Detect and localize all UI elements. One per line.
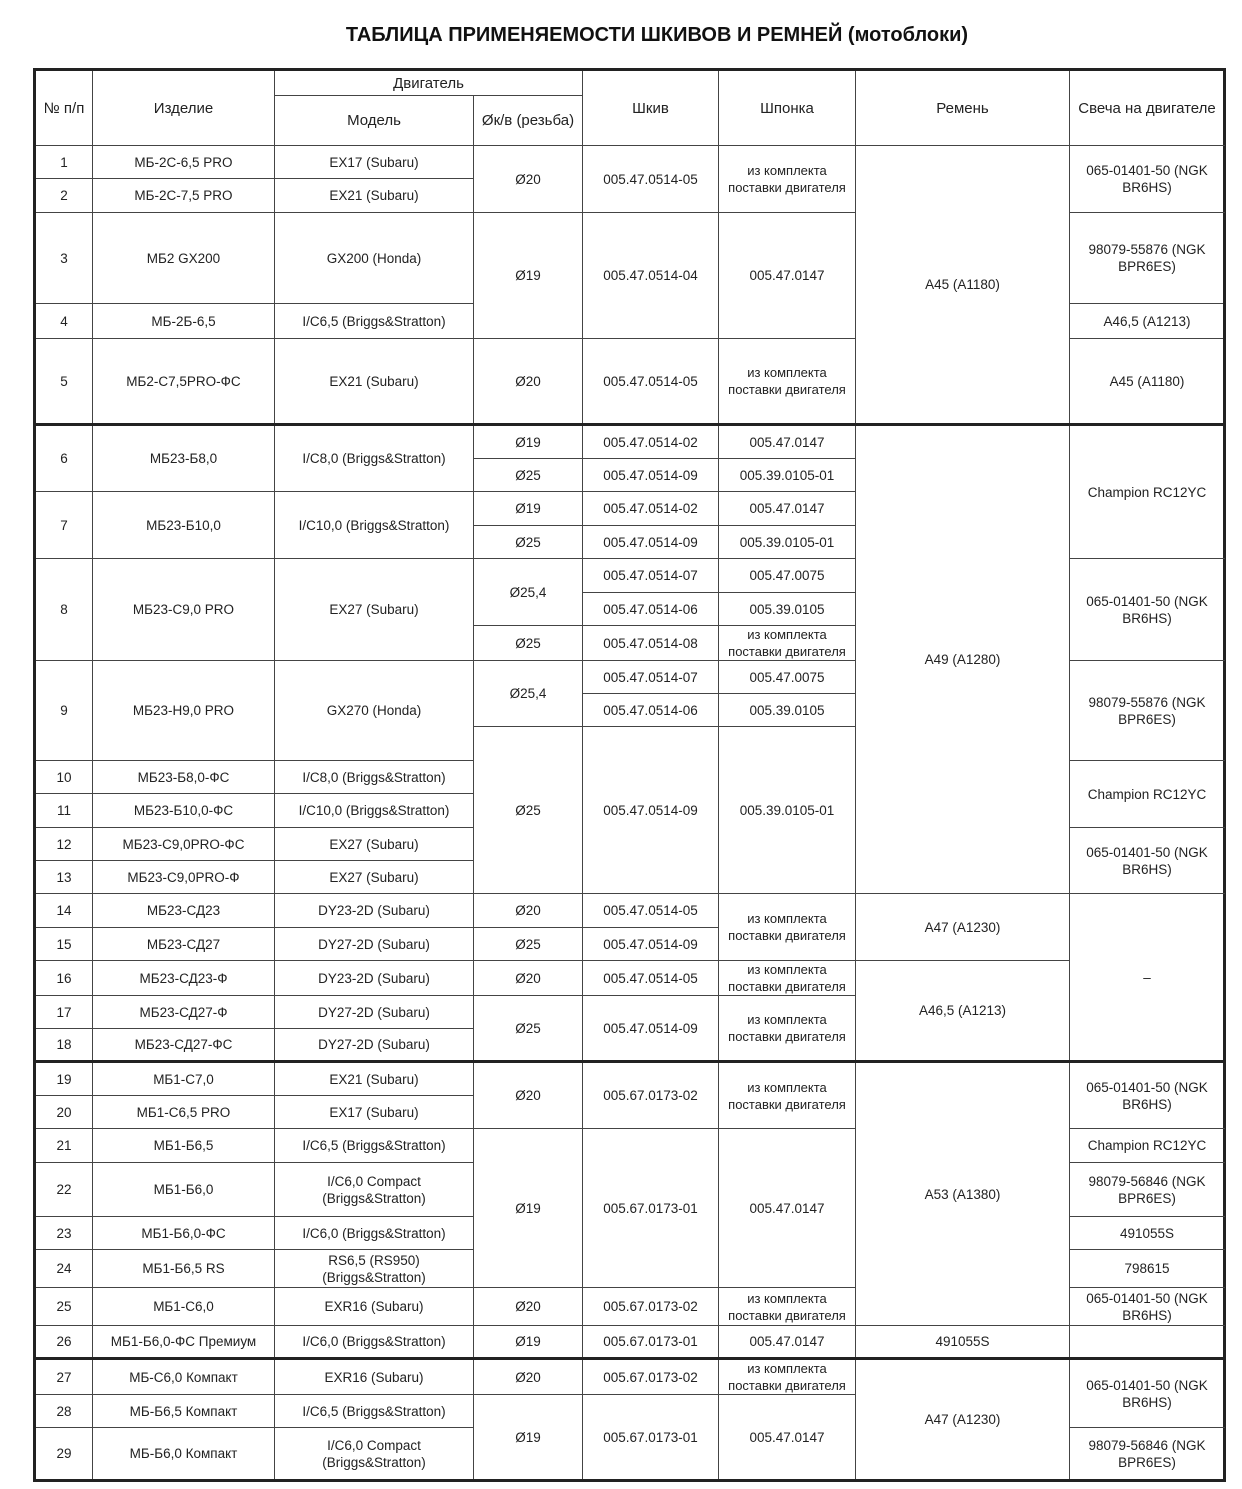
table-cell: – xyxy=(1070,894,1225,1062)
table-cell: A45 (A1180) xyxy=(1070,339,1225,425)
table-cell: 005.47.0514-05 xyxy=(583,894,719,928)
table-cell: EX21 (Subaru) xyxy=(275,179,474,213)
table-cell: 005.47.0514-09 xyxy=(583,459,719,492)
table-cell: МБ2-С7,5PRO-ФС xyxy=(93,339,275,425)
table-cell: 005.47.0514-09 xyxy=(583,526,719,559)
table-cell: Ø25 xyxy=(474,928,583,961)
table-cell: 005.47.0514-05 xyxy=(583,146,719,213)
table-cell: МБ1-С6,5 PRO xyxy=(93,1096,275,1129)
table-row xyxy=(35,1359,1225,1395)
applicability-table xyxy=(33,68,1226,1482)
table-cell: A45 (A1180) xyxy=(856,146,1070,425)
table-cell: Ø20 xyxy=(474,1288,583,1326)
table-cell: МБ-2Б-6,5 xyxy=(93,304,275,339)
table-cell: из комплекта поставки двигателя xyxy=(719,339,856,425)
header-plug: Свеча на двигателе xyxy=(1070,70,1225,146)
table-cell: Champion RC12YC xyxy=(1070,425,1225,559)
table-cell: МБ23-С9,0PRO-Ф xyxy=(93,861,275,894)
table-cell: I/C6,5 (Briggs&Stratton) xyxy=(275,1129,474,1163)
table-cell: 24 xyxy=(35,1250,93,1288)
table-cell: EX27 (Subaru) xyxy=(275,861,474,894)
table-cell: МБ1-С6,0 xyxy=(93,1288,275,1326)
table-cell: 065-01401-50 (NGK BR6HS) xyxy=(1070,559,1225,661)
table-cell: EX21 (Subaru) xyxy=(275,1062,474,1096)
table-cell: Ø20 xyxy=(474,1062,583,1129)
table-cell: 8 xyxy=(35,559,93,661)
table-cell: 005.47.0075 xyxy=(719,559,856,593)
table-cell: 005.47.0514-09 xyxy=(583,996,719,1062)
table-cell: 005.39.0105-01 xyxy=(719,526,856,559)
table-row xyxy=(35,1326,1225,1359)
table-cell: 98079-55876 (NGK BPR6ES) xyxy=(1070,661,1225,761)
table-cell: 3 xyxy=(35,213,93,304)
table-cell: МБ-2С-7,5 PRO xyxy=(93,179,275,213)
table-cell: 23 xyxy=(35,1217,93,1250)
table-cell: 18 xyxy=(35,1029,93,1062)
table-cell: Ø19 xyxy=(474,213,583,339)
table-cell: 16 xyxy=(35,961,93,996)
table-cell: 28 xyxy=(35,1395,93,1428)
table-cell: МБ23-СД23 xyxy=(93,894,275,928)
table-header xyxy=(35,70,1225,146)
table-cell: МБ23-Б8,0 xyxy=(93,425,275,492)
table-cell: 12 xyxy=(35,828,93,861)
header-pulley: Шкив xyxy=(583,70,719,146)
table-cell: Ø25 xyxy=(474,996,583,1062)
table-cell: МБ23-СД27 xyxy=(93,928,275,961)
table-cell: из комплекта поставки двигателя xyxy=(719,1062,856,1129)
table-cell: I/C6,0 Compact (Briggs&Stratton) xyxy=(275,1428,474,1481)
table-cell: Ø20 xyxy=(474,961,583,996)
table-cell: 005.39.0105 xyxy=(719,593,856,626)
header-engine: Двигатель xyxy=(275,70,583,96)
table-cell: EX17 (Subaru) xyxy=(275,146,474,179)
table-cell: 19 xyxy=(35,1062,93,1096)
table-cell: 491055S xyxy=(1070,1217,1225,1250)
table-cell: 26 xyxy=(35,1326,93,1359)
table-cell: 27 xyxy=(35,1359,93,1395)
table-cell: Ø19 xyxy=(474,1326,583,1359)
table-cell: из комплекта поставки двигателя xyxy=(719,1288,856,1326)
table-cell: МБ1-Б6,5 RS xyxy=(93,1250,275,1288)
table-cell: 005.47.0514-05 xyxy=(583,339,719,425)
table-cell: Ø25,4 xyxy=(474,559,583,626)
table-cell: 5 xyxy=(35,339,93,425)
table-cell: Ø25 xyxy=(474,626,583,661)
table-row xyxy=(35,894,1225,928)
table-cell: 98079-56846 (NGK BPR6ES) xyxy=(1070,1163,1225,1217)
table-cell: 21 xyxy=(35,1129,93,1163)
table-cell: Ø25 xyxy=(474,459,583,492)
table-cell: 10 xyxy=(35,761,93,794)
table-cell: 005.47.0147 xyxy=(719,492,856,526)
table-cell: 005.47.0514-02 xyxy=(583,492,719,526)
table-cell: МБ23-СД27-Ф xyxy=(93,996,275,1029)
table-cell: I/C8,0 (Briggs&Stratton) xyxy=(275,761,474,794)
table-cell: 005.47.0147 xyxy=(719,1129,856,1288)
table-cell: МБ-2С-6,5 PRO xyxy=(93,146,275,179)
table-cell: EX27 (Subaru) xyxy=(275,828,474,861)
table-cell: I/C6,5 (Briggs&Stratton) xyxy=(275,1395,474,1428)
table-cell: МБ2 GX200 xyxy=(93,213,275,304)
table-cell: МБ23-СД23-Ф xyxy=(93,961,275,996)
table-cell: из комплекта поставки двигателя xyxy=(719,626,856,661)
table-row xyxy=(35,146,1225,179)
page-title: ТАБЛИЦА ПРИМЕНЯЕМОСТИ ШКИВОВ И РЕМНЕЙ (мотоблоки) xyxy=(345,24,969,46)
table-cell: 005.47.0514-07 xyxy=(583,559,719,593)
table-cell: 17 xyxy=(35,996,93,1029)
table-cell: 005.47.0147 xyxy=(719,425,856,459)
table-row xyxy=(35,1062,1225,1096)
table-cell: 005.47.0514-09 xyxy=(583,727,719,894)
table-cell: A46,5 (A1213) xyxy=(1070,304,1225,339)
table-cell: 005.47.0514-04 xyxy=(583,213,719,339)
table-cell: DY23-2D (Subaru) xyxy=(275,894,474,928)
table-cell: Ø19 xyxy=(474,425,583,459)
table-cell: 065-01401-50 (NGK BR6HS) xyxy=(1070,1288,1225,1326)
table-body xyxy=(35,146,1225,1481)
table-row xyxy=(35,961,1225,996)
table-cell: 29 xyxy=(35,1428,93,1481)
table-cell: I/C6,5 (Briggs&Stratton) xyxy=(275,304,474,339)
table-cell: 005.47.0514-08 xyxy=(583,626,719,661)
header-model: Модель xyxy=(275,96,474,146)
table-cell: Ø25,4 xyxy=(474,661,583,727)
table-cell: 065-01401-50 (NGK BR6HS) xyxy=(1070,146,1225,213)
table-cell: 005.47.0514-07 xyxy=(583,661,719,694)
table-cell: 005.67.0173-02 xyxy=(583,1359,719,1395)
table-cell: 005.39.0105-01 xyxy=(719,727,856,894)
table-cell: I/C6,0 (Briggs&Stratton) xyxy=(275,1326,474,1359)
table-cell: 11 xyxy=(35,794,93,828)
table-cell: МБ-С6,0 Компакт xyxy=(93,1359,275,1395)
table-cell: Ø20 xyxy=(474,146,583,213)
header-product: Изделие xyxy=(93,70,275,146)
table-cell: EXR16 (Subaru) xyxy=(275,1288,474,1326)
table-cell: DY27-2D (Subaru) xyxy=(275,928,474,961)
table-cell: 98079-56846 (NGK BPR6ES) xyxy=(1070,1428,1225,1481)
table-cell: 15 xyxy=(35,928,93,961)
table-cell: Ø20 xyxy=(474,339,583,425)
table-cell: I/C10,0 (Briggs&Stratton) xyxy=(275,492,474,559)
table-cell: I/C6,0 Compact (Briggs&Stratton) xyxy=(275,1163,474,1217)
table-cell: из комплекта поставки двигателя xyxy=(719,1359,856,1395)
table-cell: МБ23-Б8,0-ФС xyxy=(93,761,275,794)
table-cell: DY27-2D (Subaru) xyxy=(275,996,474,1029)
table-cell: МБ1-Б6,0 xyxy=(93,1163,275,1217)
table-cell: 005.67.0173-01 xyxy=(583,1326,719,1359)
table-cell: EXR16 (Subaru) xyxy=(275,1359,474,1395)
table-cell: 491055S xyxy=(856,1326,1070,1359)
table-cell: EX27 (Subaru) xyxy=(275,559,474,661)
table-cell: МБ23-СД27-ФС xyxy=(93,1029,275,1062)
table-cell: МБ1-Б6,0-ФС xyxy=(93,1217,275,1250)
table-cell: 005.67.0173-01 xyxy=(583,1129,719,1288)
table-cell: 005.67.0173-01 xyxy=(583,1395,719,1481)
table-cell: GX270 (Honda) xyxy=(275,661,474,761)
table-cell: из комплекта поставки двигателя xyxy=(719,894,856,961)
table-cell: 7 xyxy=(35,492,93,559)
table-cell: A46,5 (A1213) xyxy=(856,961,1070,1062)
table-cell: EX17 (Subaru) xyxy=(275,1096,474,1129)
table-cell: EX21 (Subaru) xyxy=(275,339,474,425)
table-cell: из комплекта поставки двигателя xyxy=(719,961,856,996)
table-cell: МБ23-С9,0 PRO xyxy=(93,559,275,661)
table-cell: 005.47.0514-02 xyxy=(583,425,719,459)
table-cell: 14 xyxy=(35,894,93,928)
table-cell: A47 (A1230) xyxy=(856,894,1070,961)
table-cell: 2 xyxy=(35,179,93,213)
table-cell: I/C8,0 (Briggs&Stratton) xyxy=(275,425,474,492)
table-cell: DY27-2D (Subaru) xyxy=(275,1029,474,1062)
table-cell: 98079-55876 (NGK BPR6ES) xyxy=(1070,213,1225,304)
table-cell: Champion RC12YC xyxy=(1070,1129,1225,1163)
table-cell: Champion RC12YC xyxy=(1070,761,1225,828)
table-cell: GX200 (Honda) xyxy=(275,213,474,304)
header-key: Шпонка xyxy=(719,70,856,146)
table-cell: МБ1-Б6,0-ФС Премиум xyxy=(93,1326,275,1359)
table-cell: 005.47.0147 xyxy=(719,213,856,339)
table-cell: 25 xyxy=(35,1288,93,1326)
table-cell: A49 (A1280) xyxy=(856,425,1070,894)
table-cell: МБ1-Б6,5 xyxy=(93,1129,275,1163)
table-cell: 005.47.0514-05 xyxy=(583,961,719,996)
table-cell: Ø25 xyxy=(474,727,583,894)
table-cell: 798615 xyxy=(1070,1250,1225,1288)
header-belt: Ремень xyxy=(856,70,1070,146)
table-cell: МБ1-С7,0 xyxy=(93,1062,275,1096)
table-cell: 6 xyxy=(35,425,93,492)
table-cell: 065-01401-50 (NGK BR6HS) xyxy=(1070,828,1225,894)
table-cell: 005.39.0105 xyxy=(719,694,856,727)
table-cell: 005.47.0514-06 xyxy=(583,593,719,626)
table-cell: RS6,5 (RS950) (Briggs&Stratton) xyxy=(275,1250,474,1288)
table-cell: DY23-2D (Subaru) xyxy=(275,961,474,996)
table-cell: 20 xyxy=(35,1096,93,1129)
table-cell: 13 xyxy=(35,861,93,894)
table-cell: из комплекта поставки двигателя xyxy=(719,146,856,213)
table-cell: Ø20 xyxy=(474,894,583,928)
table-cell: 005.47.0147 xyxy=(719,1326,856,1359)
table-cell: A53 (A1380) xyxy=(856,1062,1070,1326)
table-cell: МБ-Б6,5 Компакт xyxy=(93,1395,275,1428)
table-cell: 1 xyxy=(35,146,93,179)
table-cell: 4 xyxy=(35,304,93,339)
header-shaft: Øк/в (резьба) xyxy=(474,96,583,146)
header-num: № п/п xyxy=(35,70,93,146)
table-cell: 005.67.0173-02 xyxy=(583,1062,719,1129)
table-cell: из комплекта поставки двигателя xyxy=(719,996,856,1062)
table-cell: Ø25 xyxy=(474,526,583,559)
table-row xyxy=(35,425,1225,459)
table-cell: 9 xyxy=(35,661,93,761)
table-cell: 005.47.0075 xyxy=(719,661,856,694)
table-cell: 005.47.0514-06 xyxy=(583,694,719,727)
table-cell: 005.67.0173-02 xyxy=(583,1288,719,1326)
table-cell: МБ-Б6,0 Компакт xyxy=(93,1428,275,1481)
table-cell: Ø19 xyxy=(474,1395,583,1481)
table-cell: МБ23-С9,0PRO-ФС xyxy=(93,828,275,861)
table-cell: 065-01401-50 (NGK BR6HS) xyxy=(1070,1359,1225,1428)
table-cell: A47 (A1230) xyxy=(856,1359,1070,1481)
table-cell: МБ23-Б10,0-ФС xyxy=(93,794,275,828)
table-cell: 005.39.0105-01 xyxy=(719,459,856,492)
table-cell: МБ23-Н9,0 PRO xyxy=(93,661,275,761)
table-cell: Ø19 xyxy=(474,492,583,526)
table-cell: 065-01401-50 (NGK BR6HS) xyxy=(1070,1062,1225,1129)
table-cell: 22 xyxy=(35,1163,93,1217)
table-cell: 005.47.0147 xyxy=(719,1395,856,1481)
table-cell: МБ23-Б10,0 xyxy=(93,492,275,559)
table-cell: I/C10,0 (Briggs&Stratton) xyxy=(275,794,474,828)
table-cell: Ø19 xyxy=(474,1129,583,1288)
table-cell: Ø20 xyxy=(474,1359,583,1395)
table-cell: I/C6,0 (Briggs&Stratton) xyxy=(275,1217,474,1250)
table-cell: 005.47.0514-09 xyxy=(583,928,719,961)
